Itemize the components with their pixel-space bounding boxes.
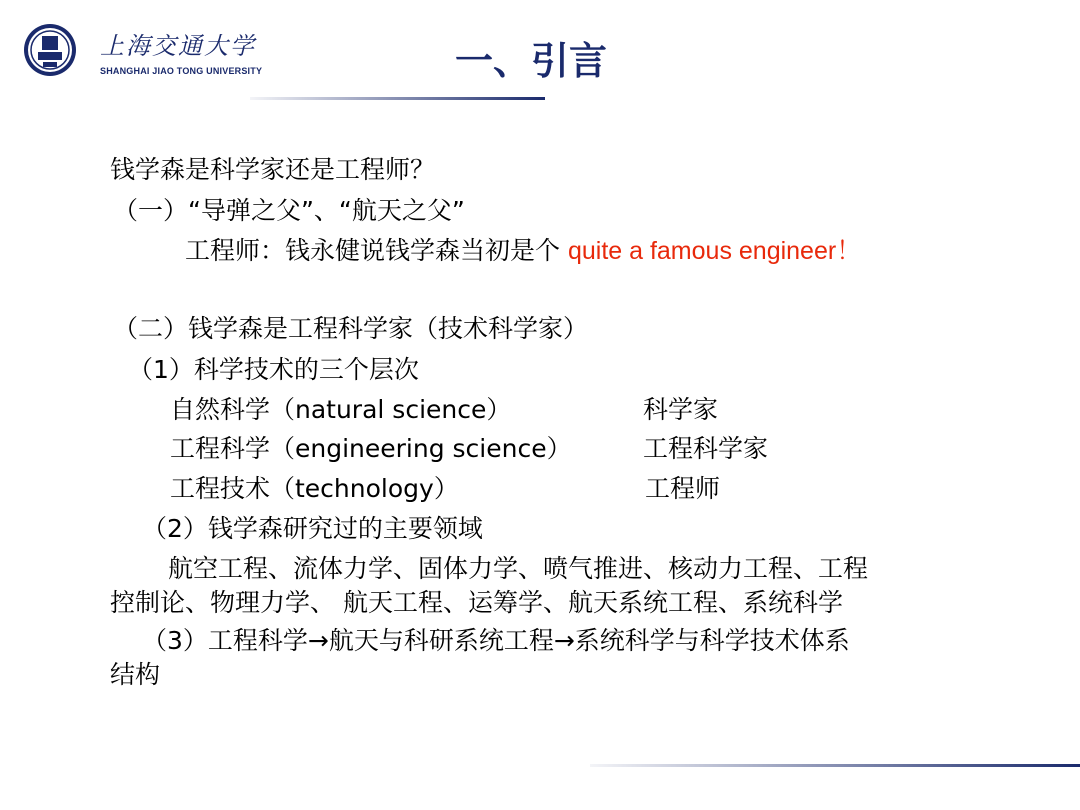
footer-rule: [590, 764, 1080, 767]
quote-text: 工程师：钱永健说钱学森当初是个: [185, 236, 568, 265]
slide-title: 一、引言: [455, 39, 608, 83]
level-field: 工程技术（technology）: [170, 474, 459, 503]
level-field: 自然科学（natural science）: [170, 395, 512, 424]
quote-highlight: quite a famous engineer！: [567, 237, 862, 265]
level-role: 工程师: [645, 474, 721, 503]
title-underline: [250, 97, 545, 100]
line-engineer-quote: [185, 236, 861, 266]
line-question: 钱学森是科学家还是工程师？: [110, 155, 436, 184]
line-subsection-2: （2）钱学森研究过的主要领域: [142, 514, 483, 543]
level-role: 工程科学家: [643, 434, 769, 463]
line-fields-1: 航空工程、流体力学、固体力学、喷气推进、核动力工程、工程: [168, 554, 869, 583]
line-section-two: （二）钱学森是工程科学家（技术科学家）: [113, 314, 589, 343]
line-subsection-3: （3）工程科学→航天与科研系统工程→系统科学与科学技术体系: [142, 626, 850, 655]
line-section-one: （一）“导弹之父”、“航天之父”: [113, 196, 465, 225]
line-subsection-1: （1）科学技术的三个层次: [128, 355, 419, 384]
level-role: 科学家: [643, 395, 719, 424]
logo-chinese-name: 上海交通大学: [100, 32, 256, 60]
level-field: 工程科学（engineering science）: [170, 434, 572, 463]
line-subsection-3-cont: 结构: [110, 660, 161, 689]
logo-english-name: SHANGHAI JIAO TONG UNIVERSITY: [100, 66, 263, 76]
line-fields-2: 控制论、物理力学、 航天工程、运筹学、航天系统工程、系统科学: [110, 588, 843, 617]
university-seal-icon: [22, 22, 78, 78]
